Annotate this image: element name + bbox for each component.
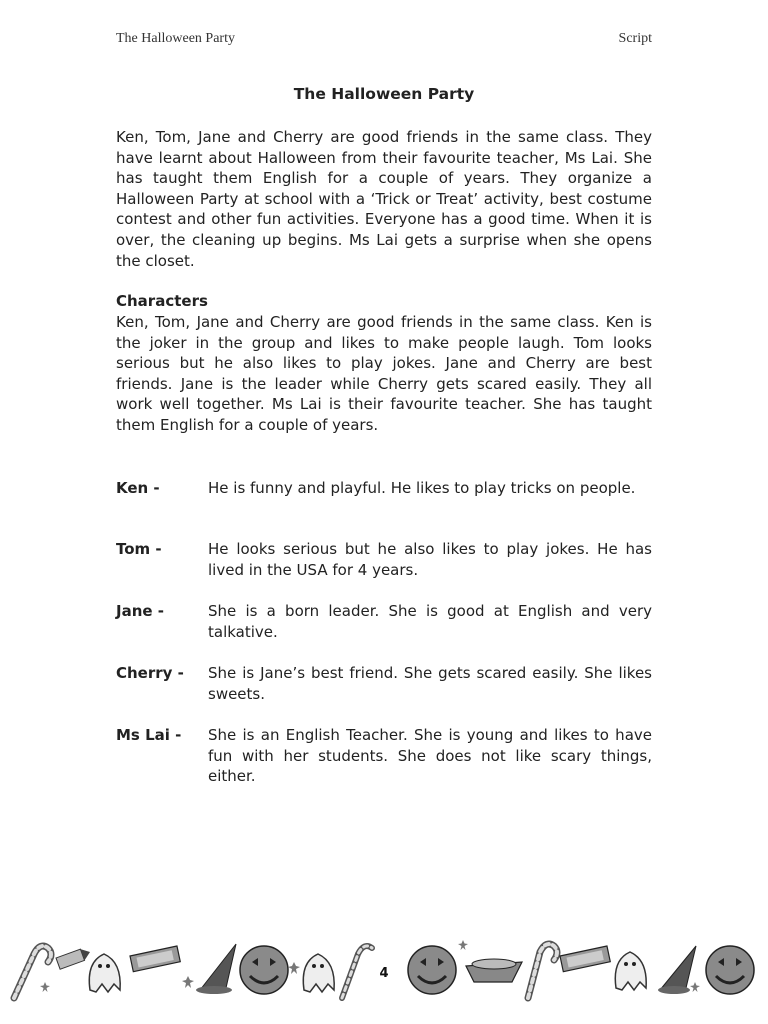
character-description: She is a born leader. She is good at English and very talkative. bbox=[208, 602, 652, 641]
header-section: Script bbox=[618, 31, 652, 46]
candy-bar-icon bbox=[560, 946, 610, 972]
characters-description: Ken, Tom, Jane and Cherry are good friends in the same class. Ken is the joker in the group and likes to make people laugh. Tom looks serious but he also likes to play jokes. Jane and Cherry are best friends. Jane is the leader while Cherry gets scared easily. They all work well together. Ms Lai is their favourite teacher. She has taught them English for a couple of years. bbox=[116, 313, 652, 434]
ghost-icon bbox=[89, 954, 120, 992]
character-ken bbox=[116, 478, 652, 499]
ghost-icon bbox=[615, 952, 646, 990]
pumpkin-icon bbox=[706, 946, 754, 994]
character-cherry bbox=[116, 663, 652, 704]
character-description: She is an English Teacher. She is young and likes to have fun with her students. She does not like scary things, either. bbox=[208, 726, 652, 786]
characters-heading: Characters bbox=[116, 292, 208, 310]
candy-cane-icon bbox=[14, 946, 51, 998]
running-header bbox=[116, 31, 652, 47]
crayon-icon bbox=[56, 946, 92, 969]
star-icon bbox=[458, 940, 468, 950]
character-ms-lai bbox=[116, 725, 652, 787]
character-description: He looks serious but he also likes to play jokes. He has lived in the USA for 4 years. bbox=[208, 540, 652, 579]
star-icon bbox=[182, 976, 194, 988]
character-description: He is funny and playful. He likes to play tricks on people. bbox=[208, 479, 636, 497]
character-jane bbox=[116, 601, 652, 642]
character-name: Ken - bbox=[116, 479, 160, 497]
page-number: 4 bbox=[379, 966, 389, 981]
character-description: She is Jane’s best friend. She gets scared easily. She likes sweets. bbox=[208, 664, 652, 703]
character-tom bbox=[116, 539, 652, 580]
character-name: Jane - bbox=[116, 602, 165, 620]
character-name: Cherry - bbox=[116, 664, 184, 682]
candy-bar-icon bbox=[130, 946, 180, 972]
pumpkin-icon bbox=[240, 946, 288, 994]
candy-cane-icon bbox=[528, 944, 557, 998]
candy-cane-icon bbox=[342, 946, 372, 998]
header-title: The Halloween Party bbox=[116, 31, 235, 46]
character-name: Tom - bbox=[116, 540, 162, 558]
witch-hat-icon bbox=[196, 944, 236, 994]
page-title: The Halloween Party bbox=[293, 85, 475, 103]
star-icon bbox=[690, 982, 700, 992]
ghost-icon bbox=[303, 954, 334, 992]
candy-dish-icon bbox=[466, 959, 522, 982]
star-icon bbox=[40, 982, 50, 992]
pumpkin-icon bbox=[408, 946, 456, 994]
character-name: Ms Lai - bbox=[116, 726, 182, 744]
intro-paragraph: Ken, Tom, Jane and Cherry are good friends in the same class. They have learnt about Halloween from their favourite teacher, Ms Lai. She has taught them English for a couple of years. They organize a Halloween Party at school with a ‘Trick or Treat’ activity, best costume contest and other fun activities. Everyone has a good time. When it is over, the cleaning up begins. Ms Lai gets a surprise when she opens the closet. bbox=[116, 128, 652, 270]
witch-hat-icon bbox=[658, 946, 696, 994]
star-icon bbox=[288, 962, 300, 974]
